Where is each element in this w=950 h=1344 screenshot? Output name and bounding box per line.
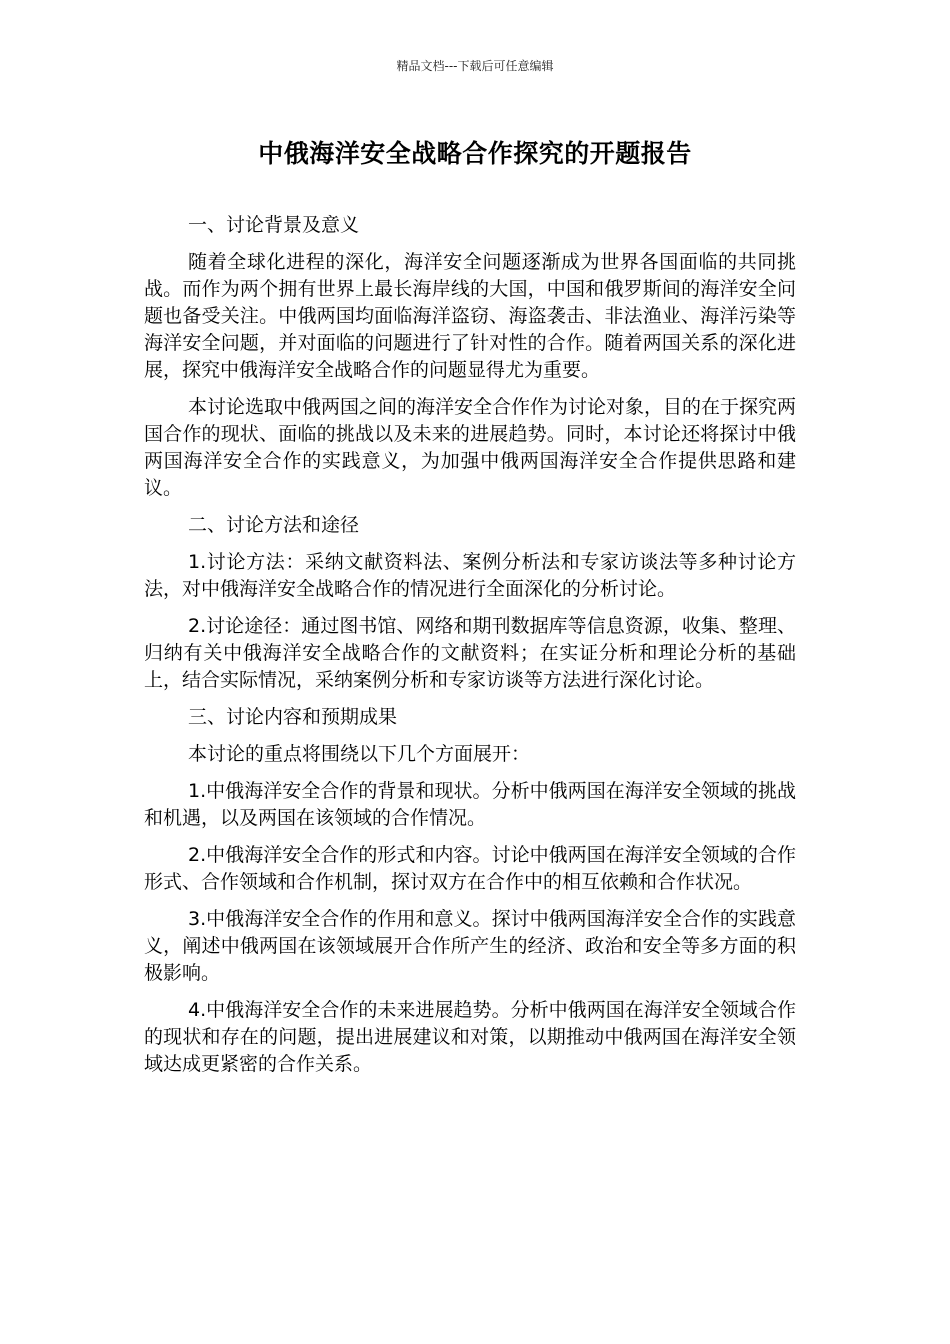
document-body: [144, 212, 796, 1088]
paragraph: 本讨论的重点将围绕以下几个方面展开：: [188, 743, 531, 765]
paragraph: 随着全球化进程的深化，海洋安全问题逐渐成为世界各国面临的共同挑战。而作为两个拥有世界上最长海岸线的大国，中国和俄罗斯间的海洋安全问题也备受关注。中俄两国均面临海洋盗窃、海盗袭击、非法渔业、海洋污染等海洋安全问题，并对面临的问题进行了针对性的合作。随着两国关系的深化进展，探究中俄海洋安全战略合作的问题显得尤为重要。: [144, 251, 796, 381]
section-methods: [144, 512, 796, 694]
paragraph: 1.中俄海洋安全合作的背景和现状。分析中俄两国在海洋安全领域的挑战和机遇，以及两国在该领域的合作情况。: [144, 780, 796, 829]
section-content: [144, 704, 796, 1078]
paragraph: 本讨论选取中俄两国之间的海洋安全合作作为讨论对象，目的在于探究两国合作的现状、面临的挑战以及未来的进展趋势。同时，本讨论还将探讨中俄两国海洋安全合作的实践意义，为加强中俄两国海洋安全合作提供思路和建议。: [144, 396, 797, 499]
header-watermark: 精品文档---下载后可任意编辑: [396, 59, 554, 73]
paragraph: 2.中俄海洋安全合作的形式和内容。讨论中俄两国在海洋安全领域的合作形式、合作领域和合作机制，探讨双方在合作中的相互依赖和合作状况。: [144, 844, 796, 893]
section-heading: 三、讨论内容和预期成果: [188, 706, 398, 728]
paragraph: 4.中俄海洋安全合作的未来进展趋势。分析中俄两国在海洋安全领域合作的现状和存在的问题，提出进展建议和对策，以期推动中俄两国在海洋安全领域达成更紧密的合作关系。: [144, 999, 796, 1075]
paragraph: 1.讨论方法：采纳文献资料法、案例分析法和专家访谈法等多种讨论方法，对中俄海洋安全战略合作的情况进行全面深化的分析讨论。: [144, 551, 796, 600]
paragraph: 3.中俄海洋安全合作的作用和意义。探讨中俄两国海洋安全合作的实践意义，阐述中俄两国在该领域展开合作所产生的经济、政治和安全等多方面的积极影响。: [144, 908, 796, 984]
document-title: 中俄海洋安全战略合作探究的开题报告: [258, 139, 692, 168]
section-background: [144, 212, 796, 502]
section-heading: 一、讨论背景及意义: [188, 214, 360, 236]
section-heading: 二、讨论方法和途径: [188, 514, 360, 536]
paragraph: 2.讨论途径：通过图书馆、网络和期刊数据库等信息资源，收集、整理、归纳有关中俄海洋安全战略合作的文献资料；在实证分析和理论分析的基础上，结合实际情况，采纳案例分析和专家访谈等方法进行深化讨论。: [144, 615, 796, 691]
